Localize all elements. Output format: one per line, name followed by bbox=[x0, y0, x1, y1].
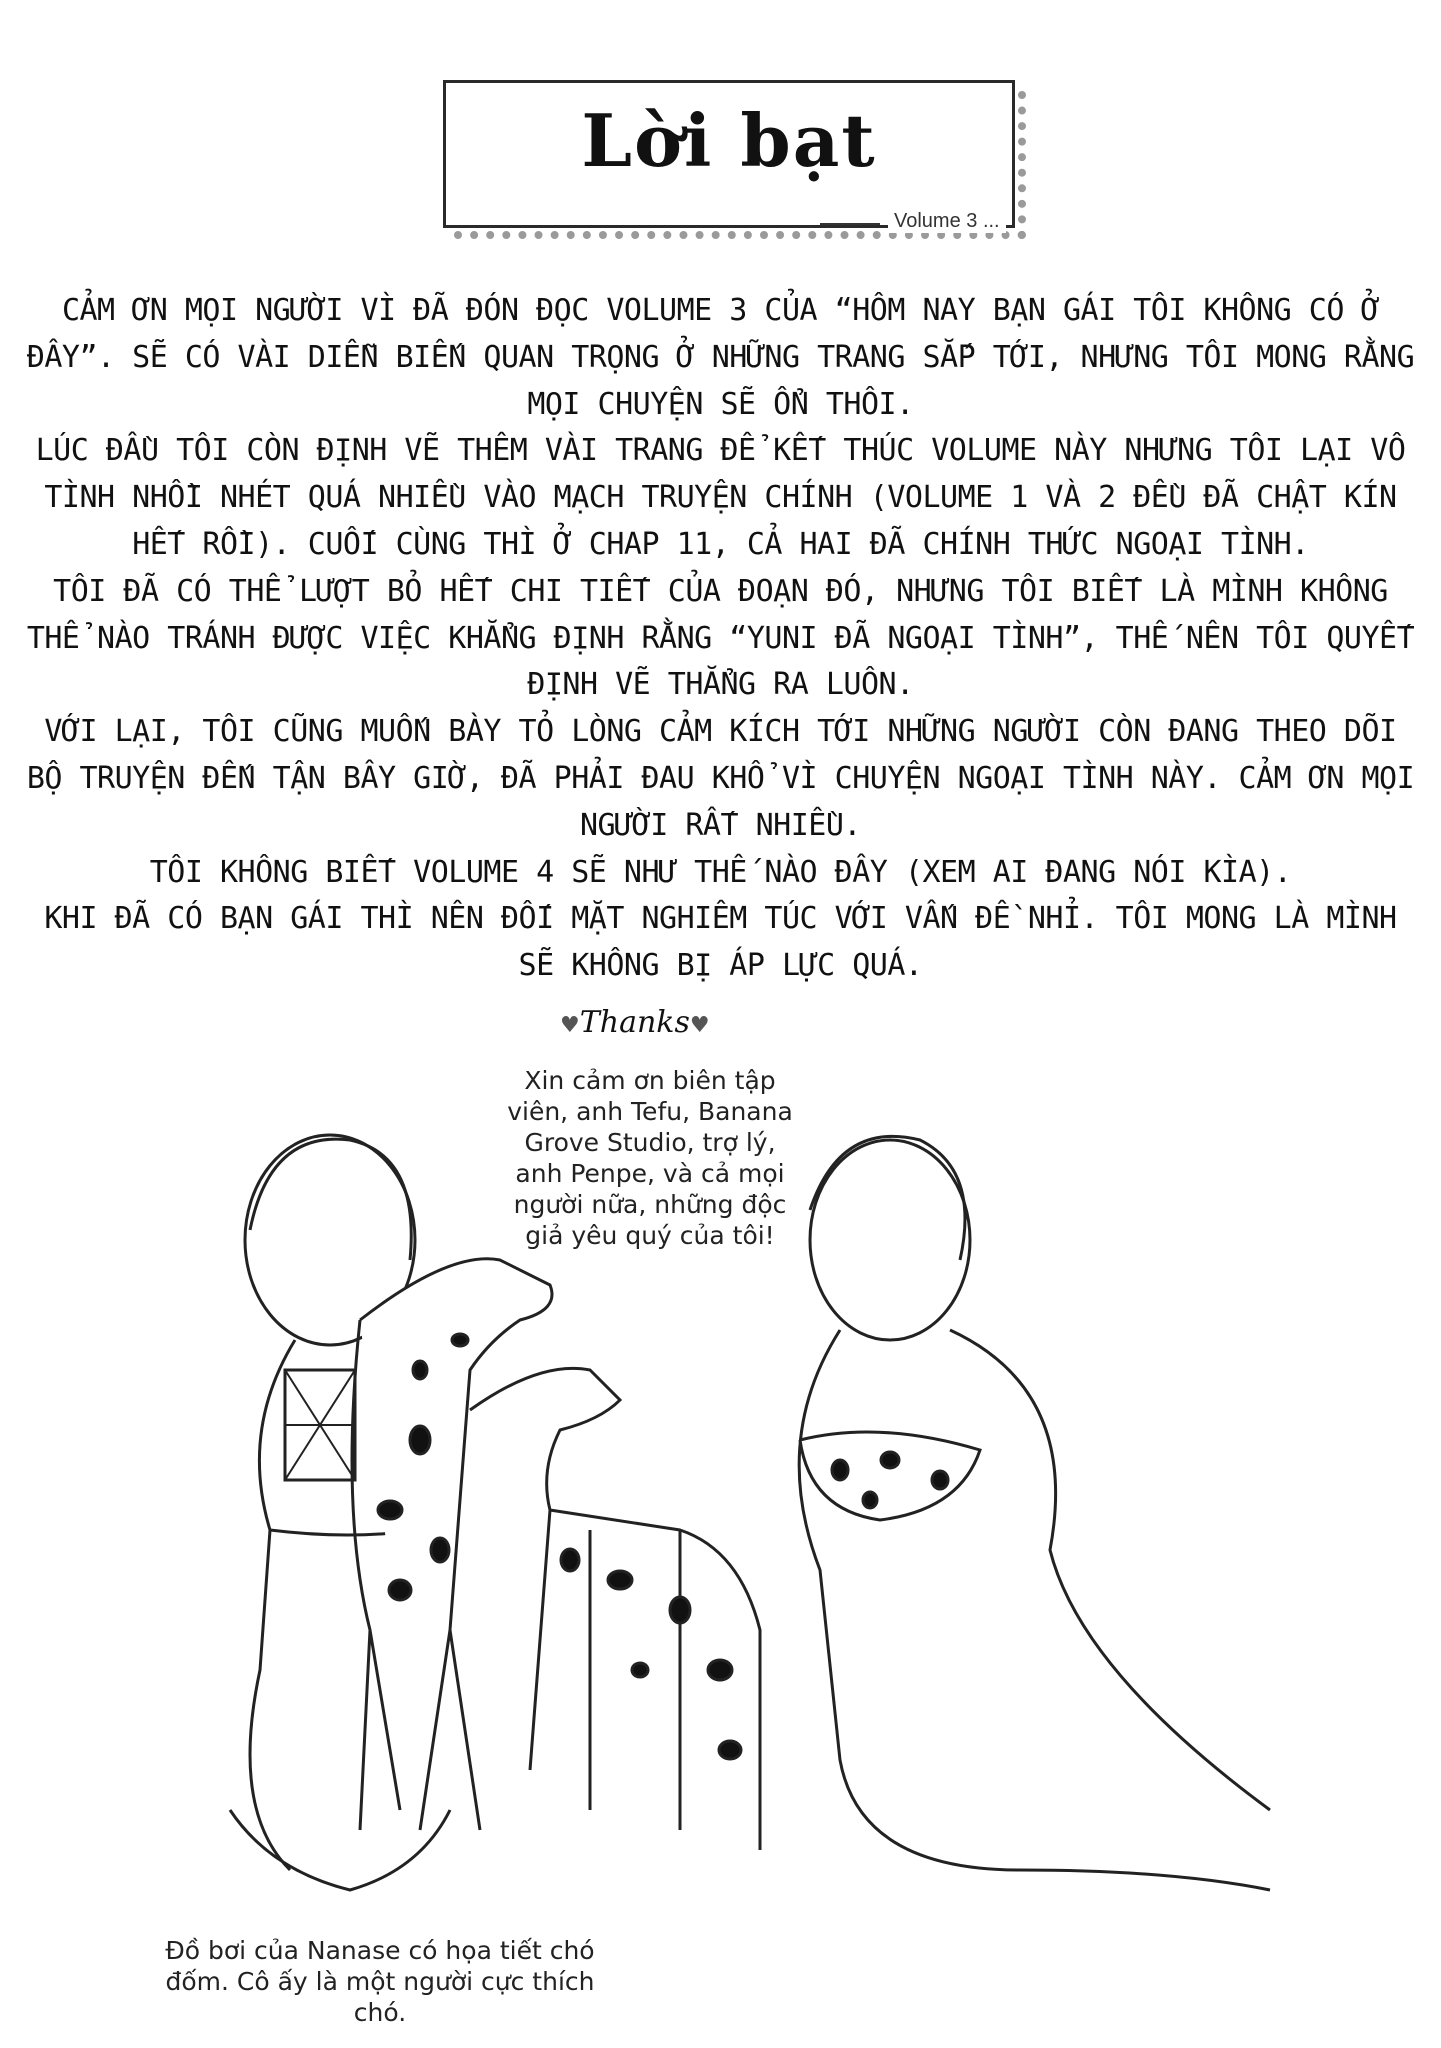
afterword-text bbox=[20, 288, 1421, 990]
afterword-paragraph: TÔI ĐÃ CÓ THỂ LƯỢT BỎ HẾT CHI TIẾT CỦA ĐOẠN ĐÓ, NHƯNG TÔI BIẾT LÀ MÌNH KHÔNG THỂ NÀO TRÁNH ĐƯỢC VIỆC KHẲNG ĐỊNH RẰNG “YUNI ĐÃ NGOẠI TÌNH”, THẾ NÊN TÔI QUYẾT ĐỊNH VẼ THẲNG RA LUÔN. bbox=[26, 573, 1415, 703]
afterword-paragraph: TÔI KHÔNG BIẾT VOLUME 4 SẼ NHƯ THẾ NÀO ĐÂY (XEM AI ĐANG NÓI KÌA). bbox=[149, 854, 1292, 890]
heart-icon: ♥ bbox=[560, 1013, 580, 1038]
afterword-paragraph: KHI ĐÃ CÓ BẠN GÁI THÌ NÊN ĐỐI MẶT NGHIÊM TÚC VỚI VẤN ĐỀ NHỈ. TÔI MONG LÀ MÌNH SẼ KHÔNG BỊ ÁP LỰC QUÁ. bbox=[44, 901, 1397, 984]
right-woman-figure bbox=[799, 1136, 1270, 1890]
subtitle-rule bbox=[820, 223, 880, 225]
thanks-message: Xin cảm ơn biên tập viên, anh Tefu, Banana Grove Studio, trợ lý, anh Penpe, và cả mọi người nữa, những độc giả yêu quý của tôi! bbox=[507, 1066, 793, 1250]
page-title: Lời bạt bbox=[581, 98, 877, 183]
dalmatian-left bbox=[352, 1259, 552, 1830]
heart-icon: ♥ bbox=[689, 1013, 710, 1038]
thanks-heading bbox=[560, 1005, 710, 1040]
dalmatian-right bbox=[470, 1368, 760, 1850]
afterword-paragraph: VỚI LẠI, TÔI CŨNG MUỐN BÀY TỎ LÒNG CẢM KÍCH TỚI NHỮNG NGƯỜI CÒN ĐANG THEO DÕI BỘ TRUYỆN ĐẾN TẬN BÂY GIỜ, ĐÃ PHẢI ĐAU KHỔ VÌ CHUYỆN NGOẠI TÌNH NÀY. CẢM ƠN MỌI NGƯỜI RẤT NHIỀU. bbox=[26, 714, 1415, 843]
swimsuit-caption: Đồ bơi của Nanase có họa tiết chó đốm. Cô ấy là một người cực thích chó. bbox=[165, 1936, 595, 2027]
afterword-paragraph: LÚC ĐẦU TÔI CÒN ĐỊNH VẼ THÊM VÀI TRANG ĐỂ KẾT THÚC VOLUME NÀY NHƯNG TÔI LẠI VÔ TÌNH NHỒI NHÉT QUÁ NHIỀU VÀO MẠCH TRUYỆN CHÍNH (VOLUME 1 VÀ 2 ĐỀU ĐÃ CHẬT KÍN HẾT RỒI). CUỐI CÙNG THÌ Ở CHAP 11, CẢ HAI ĐÃ CHÍNH THỨC NGOẠI TÌNH. bbox=[35, 433, 1406, 562]
thanks-label: Thanks bbox=[579, 1005, 690, 1040]
volume-subtitle: Volume 3 ... bbox=[888, 210, 1006, 233]
afterword-paragraph: CẢM ƠN MỌI NGƯỜI VÌ ĐÃ ĐÓN ĐỌC VOLUME 3 CỦA “HÔM NAY BẠN GÁI TÔI KHÔNG CÓ Ở ĐÂY”. SẼ CÓ VÀI DIỄN BIẾN QUAN TRỌNG Ở NHỮNG TRANG SẮP TỚI, NHƯNG TÔI MONG RẰNG MỌI CHUYỆN SẼ ỔN THÔI. bbox=[26, 293, 1415, 422]
